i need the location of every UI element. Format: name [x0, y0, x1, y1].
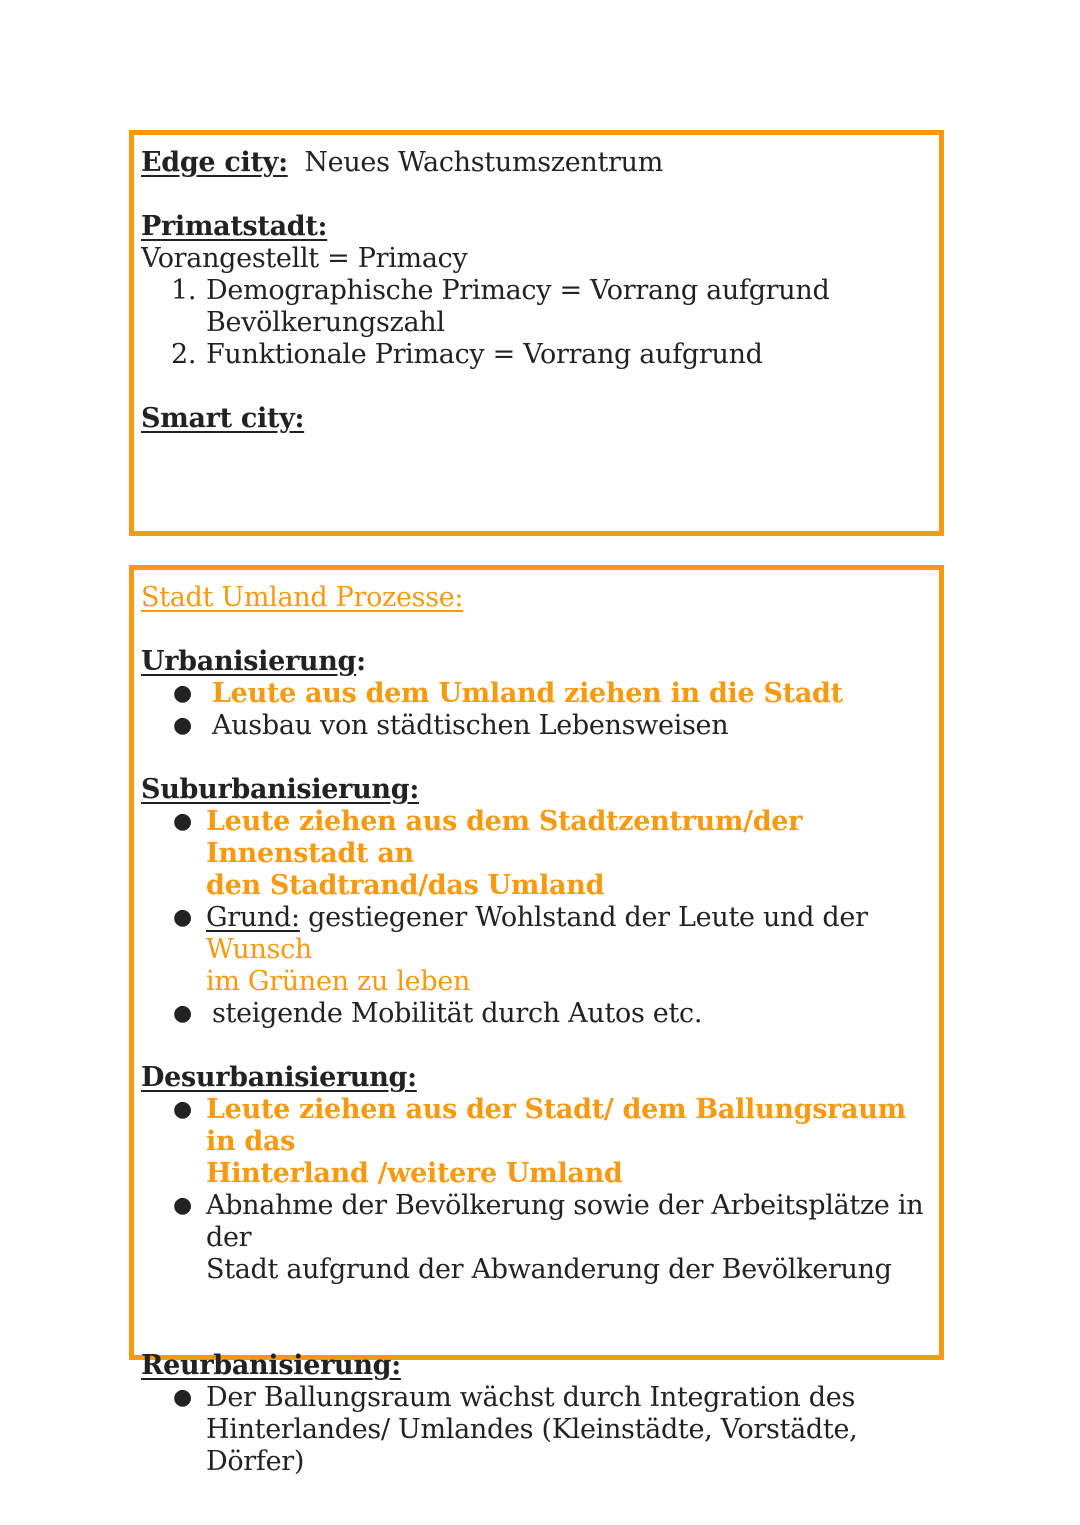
urbanisierung-list [141, 678, 929, 742]
list-item: ● Leute aus dem Umland ziehen in die Stadt [173, 678, 843, 709]
list-item: ● Leute ziehen aus dem Stadtzentrum/der Innenstadt an den Stadtrand/das Umland [173, 806, 803, 901]
smart-city-heading: Smart city: [141, 403, 305, 434]
primacy-item-1: 1. Demographische Primacy = Vorrang aufgrund Bevölkerungszahl [171, 275, 830, 338]
processes-card [129, 565, 944, 1477]
primatstadt-heading: Primatstadt: [141, 211, 328, 242]
edge-city-definition: Neues Wachstumszentrum [304, 147, 664, 178]
list-item: ● Leute ziehen aus der Stadt/ dem Ballungsraum in das Hinterland /weitere Umland [173, 1094, 906, 1189]
primatstadt-line: Vorangestellt = Primacy [141, 243, 468, 274]
desurbanisierung-list [141, 1094, 929, 1286]
suburbanisierung-list [141, 806, 929, 1030]
urbanisierung-heading: Urbanisierung: [141, 646, 366, 677]
reurbanisierung-heading: Reurbanisierung: [141, 1350, 401, 1381]
edge-city-term: Edge city: [141, 147, 288, 178]
definitions-card [129, 130, 944, 536]
suburbanisierung-heading: Suburbanisierung: [141, 774, 419, 805]
card-title: Stadt Umland Prozesse: [141, 582, 464, 613]
reurbanisierung-list [141, 1382, 929, 1478]
desurbanisierung-heading: Desurbanisierung: [141, 1062, 417, 1093]
primacy-item-2: 2. Funktionale Primacy = Vorrang aufgrund [171, 339, 763, 370]
list-item: ● Ausbau von städtischen Lebensweisen [173, 710, 729, 741]
list-item: ● steigende Mobilität durch Autos etc. [173, 998, 703, 1029]
edge-city-row [141, 147, 929, 179]
primacy-list [141, 275, 929, 371]
list-item: ● Der Ballungsraum wächst durch Integration des Hinterlandes/ Umlandes (Kleinstädte, Vorstädte, Dörfer) [173, 1382, 858, 1477]
list-item: ● Grund: gestiegener Wohlstand der Leute und der Wunsch im Grünen zu leben [173, 902, 868, 997]
list-item: ● Abnahme der Bevölkerung sowie der Arbeitsplätze in der Stadt aufgrund der Abwanderung der Bevölkerung [173, 1190, 924, 1285]
